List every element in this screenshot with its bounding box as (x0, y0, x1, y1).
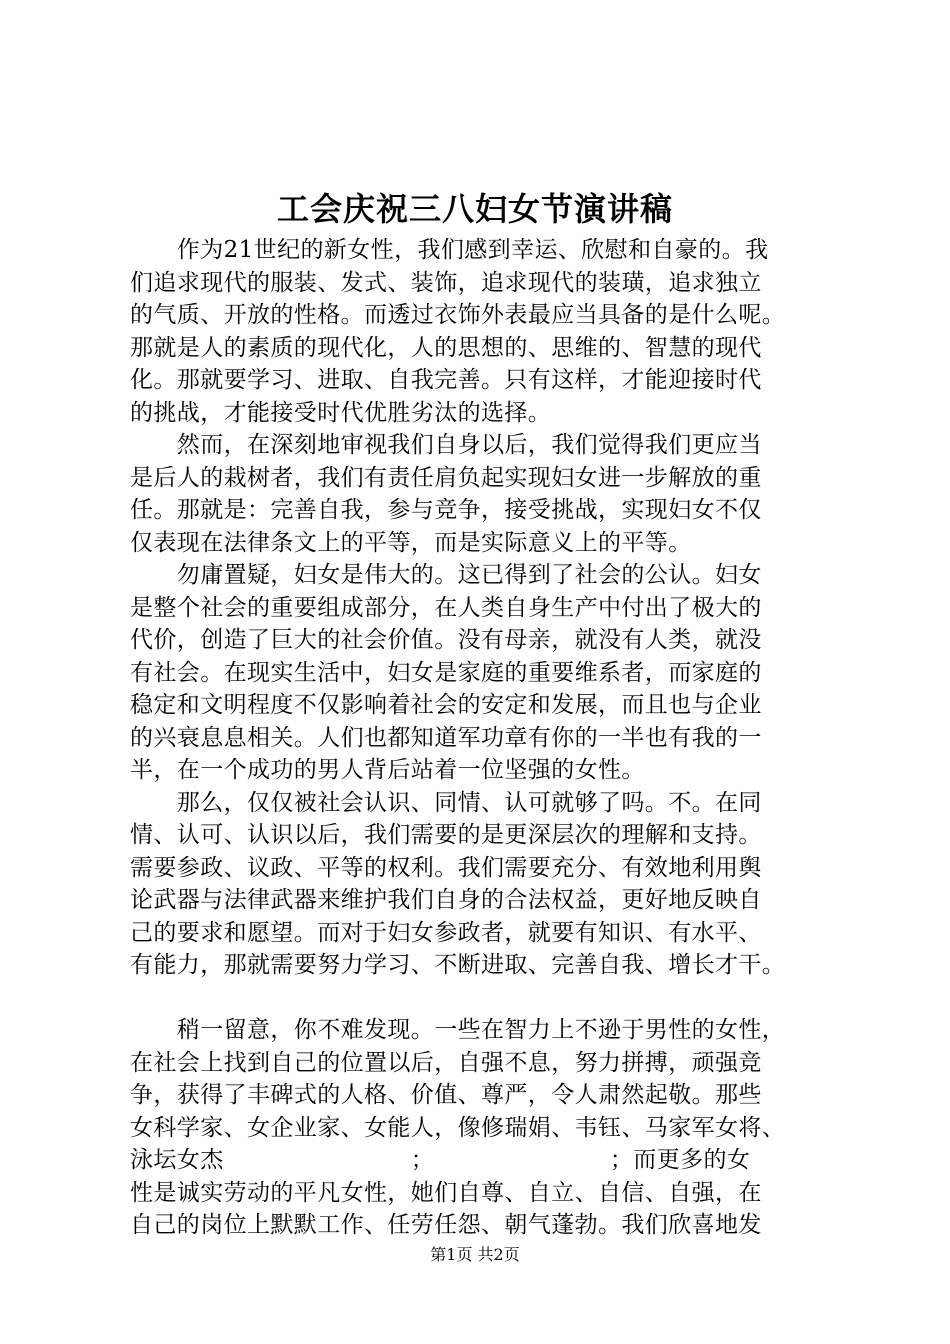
text-line: 的气质、开放的性格。而透过衣饰外表最应当具备的是什么呢。 (130, 302, 786, 328)
text-line: 有能力，那就需要努力学习、不断进取、完善自我、增长才干。 (130, 952, 786, 978)
text-line: 稳定和文明程度不仅影响着社会的安定和发展，而且也与企业 (130, 692, 762, 718)
text-line: 的挑战，才能接受时代优胜劣汰的选择。 (130, 399, 552, 426)
text-line: 论武器与法律武器来维护我们自身的合法权益，更好地反映自 (130, 887, 762, 913)
text-line: 需要参政、议政、平等的权利。我们需要充分、有效地利用舆 (130, 854, 762, 881)
text-line: 泳坛女杰 ； ；而更多的女 (130, 1147, 751, 1173)
text-line: 作为21世纪的新女性，我们感到幸运、欣慰和自豪的。我 (130, 237, 769, 263)
text-line: 任。那就是：完善自我，参与竞争，接受挑战，实现妇女不仅 (130, 497, 762, 523)
text-line: 代价，创造了巨大的社会价值。没有母亲，就没有人类，就没 (130, 627, 762, 653)
text-line: 是后人的栽树者，我们有责任肩负起实现妇女进一步解放的重 (130, 464, 762, 491)
text-line: 己的要求和愿望。而对于妇女参政者，就要有知识、有水平、 (130, 919, 762, 946)
text-line: 稍一留意，你不难发现。一些在智力上不逊于男性的女性， (130, 1017, 786, 1043)
blank-line (130, 982, 855, 1015)
text-line: 那就是人的素质的现代化，人的思想的、思维的、智慧的现代 (130, 334, 762, 361)
text-line: 化。那就要学习、进取、自我完善。只有这样，才能迎接时代 (130, 367, 762, 393)
text-line: 在社会上找到自己的位置以后，自强不息，努力拼搏，顽强竞 (130, 1049, 762, 1076)
text-line: 女科学家、女企业家、女能人，像修瑞娟、韦钰、马家军女将、 (130, 1114, 786, 1141)
text-line: 自己的岗位上默默工作、任劳任怨、朝气蓬勃。我们欣喜地发 (130, 1212, 762, 1238)
text-line: 是整个社会的重要组成部分，在人类自身生产中付出了极大的 (130, 594, 762, 621)
text-line: 们追求现代的服装、发式、装饰，追求现代的装璜，追求独立 (130, 269, 762, 296)
page-footer: 第1页 共2页 (430, 1245, 520, 1264)
text-line: 有社会。在现实生活中，妇女是家庭的重要维系者，而家庭的 (130, 659, 762, 686)
text-line: 半，在一个成功的男人背后站着一位坚强的女性。 (130, 757, 645, 783)
text-line: 那么，仅仅被社会认识、同情、认可就够了吗。不。在同 (130, 789, 762, 816)
document-title: 工会庆祝三八妇女节演讲稿 (276, 190, 673, 228)
text-line: 的兴衰息息相关。人们也都知道军功章有你的一半也有我的一 (130, 724, 762, 751)
text-line: 然而，在深刻地审视我们自身以后，我们觉得我们更应当 (130, 432, 762, 458)
document-body (130, 234, 855, 1242)
text-line: 仅表现在法律条文上的平等，而是实际意义上的平等。 (130, 529, 692, 556)
text-line: 性是诚实劳动的平凡女性，她们自尊、自立、自信、自强，在 (130, 1179, 762, 1206)
text-line: 情、认可、认识以后，我们需要的是更深层次的理解和支持。 (130, 822, 762, 848)
text-line: 争，获得了丰碑式的人格、价值、尊严，令人肃然起敬。那些 (130, 1082, 762, 1108)
text-line: 勿庸置疑，妇女是伟大的。这已得到了社会的公认。妇女 (130, 562, 762, 588)
